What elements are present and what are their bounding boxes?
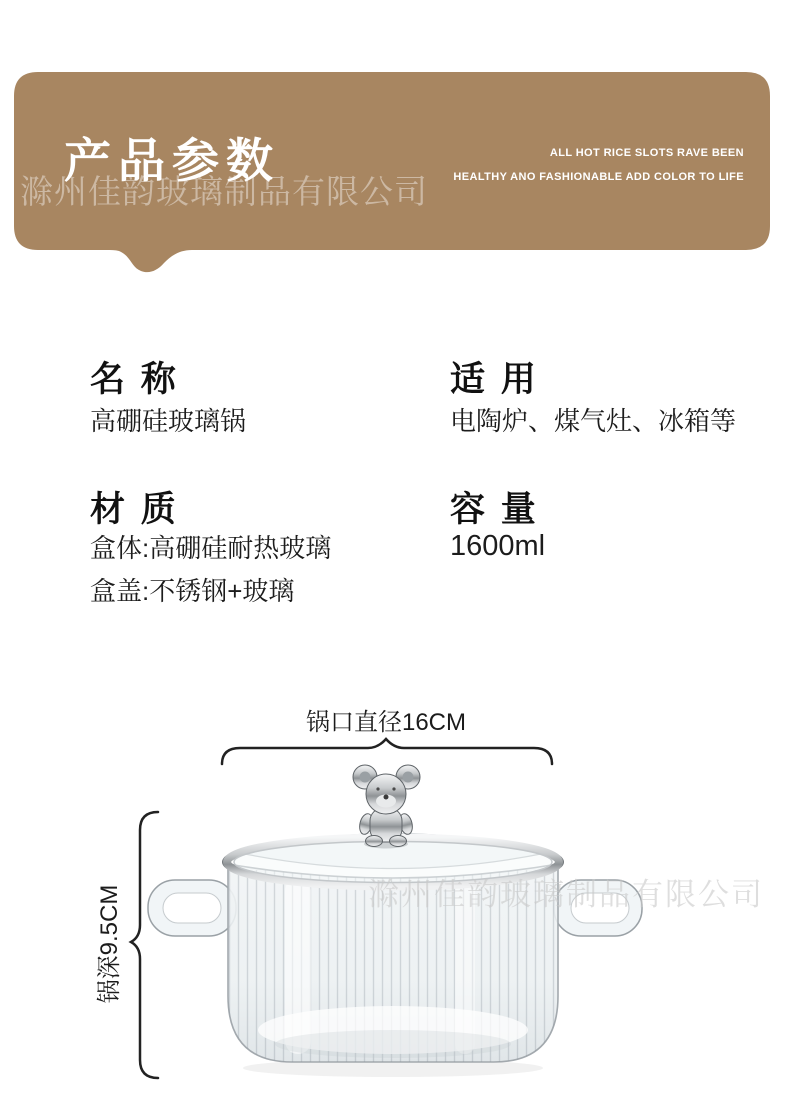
spec-capacity-value: 1600ml <box>450 530 546 562</box>
spec-usage-value: 电陶炉、煤气灶、冰箱等 <box>450 406 737 436</box>
depth-label: 锅深9.5CM <box>96 884 123 1004</box>
banner-tagline-line2: HEALTHY ANO FASHIONABLE ADD COLOR TO LIFE <box>453 171 744 183</box>
product-figure <box>0 686 790 1106</box>
spec-name-value: 高硼硅玻璃锅 <box>90 406 247 436</box>
spec-name-label: 名 称 <box>90 360 179 399</box>
spec-material-line1: 盒体:高硼硅耐热玻璃 <box>90 533 332 563</box>
banner-title: 产品参数 <box>64 134 280 187</box>
figure-watermark: 滁州佳韵玻璃制品有限公司 <box>368 877 764 912</box>
depth-brace <box>131 812 158 1078</box>
pot-handle-left <box>148 880 236 936</box>
spec-material-label: 材 质 <box>90 490 179 529</box>
banner-tagline-line1: ALL HOT RICE SLOTS RAVE BEEN <box>549 147 744 159</box>
diameter-brace <box>222 739 552 764</box>
diameter-label: 锅口直径16CM <box>305 709 467 736</box>
banner-watermark: 滁州佳韵玻璃制品有限公司 <box>20 173 428 210</box>
spec-capacity-label: 容 量 <box>450 490 539 529</box>
spec-usage-label: 适 用 <box>450 360 539 399</box>
spec-material-line2: 盒盖:不锈钢+玻璃 <box>90 576 295 606</box>
